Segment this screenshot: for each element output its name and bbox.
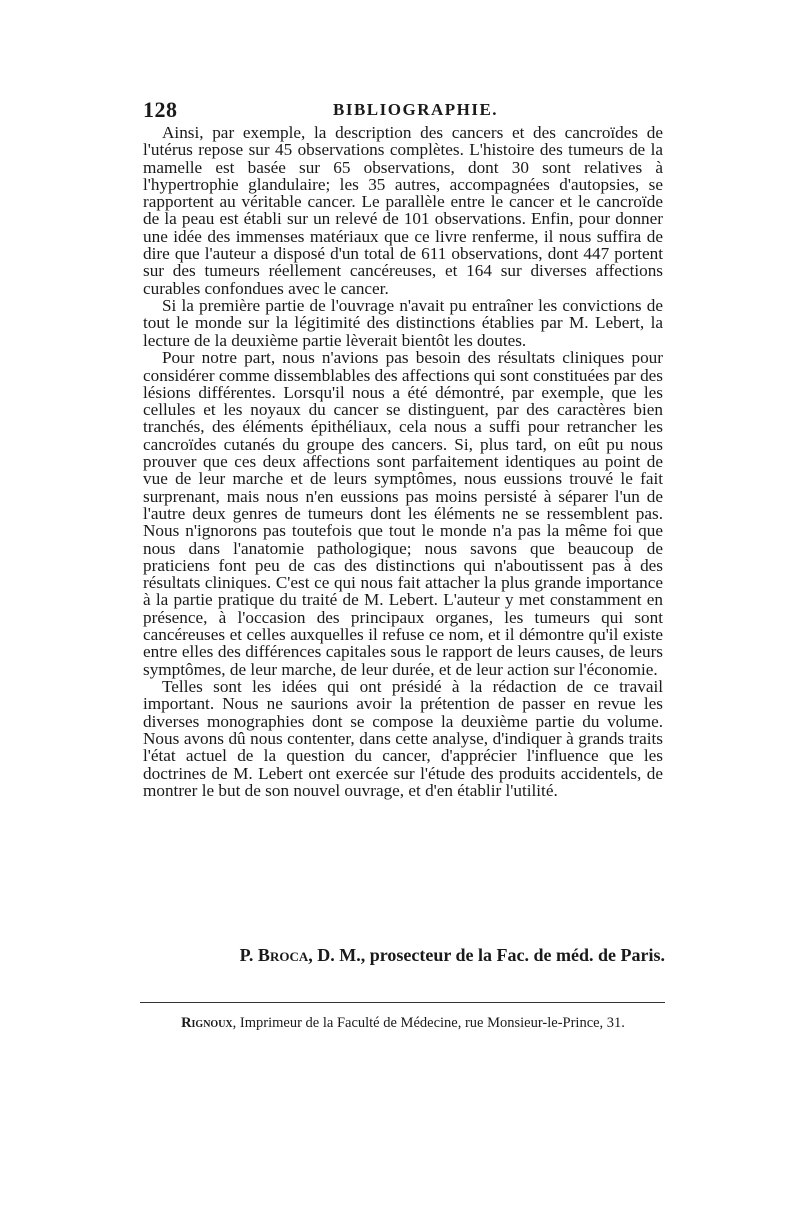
- paragraph-4: Telles sont les idées qui ont présidé à la rédaction de ce travail important. Nous ne saurions avoir la prétention de passer en revue les diverses monographies dont se compose la deuxième partie du volume. Nous avons dû nous contenter, dans cette analyse, d'indiquer à grands traits l'état actuel de la question du cancer, d'apprécier l'influence que les doctrines de M. Lebert ont exercée sur l'étude des produits accidentels, de montrer le but de son nouvel ouvrage, et d'en établir l'utilité.: [143, 677, 663, 800]
- paragraph-2: Si la première partie de l'ouvrage n'avait pu entraîner les convictions de tout le monde sur la légitimité des distinctions établies par M. Lebert, la lecture de la deuxième partie lèverait bientôt les doutes.: [143, 296, 663, 350]
- footer-rule: [140, 1002, 665, 1003]
- paragraph-1: Ainsi, par exemple, la description des cancers et des cancroïdes de l'utérus repose sur 45 observations complètes. L'histoire des tumeurs de la mamelle est basée sur 65 observations, dont 30 sont relatives à l'hypertrophie glandulaire; les 35 autres, accompagnées d'autopsies, se rapportent au véritable cancer. Le parallèle entre le cancer et le cancroïde de la peau est établi sur un relevé de 101 observations. Enfin, pour donner une idée des immenses matériaux que ce livre renferme, il nous suffira de dire que l'auteur a disposé d'un total de 611 observations, dont 447 portent sur des tumeurs réellement cancéreuses, et 164 sur diverses affections curables confondues avec le cancer.: [143, 123, 663, 298]
- running-head: BIBLIOGRAPHIE.: [333, 100, 499, 119]
- page-header: [143, 97, 663, 125]
- printer-name: Rignoux: [181, 1015, 233, 1031]
- body-text: [143, 124, 663, 799]
- printer-address: , Imprimeur de la Faculté de Médecine, rue Monsieur-le-Prince, 31.: [232, 1015, 625, 1031]
- paragraph-3: Pour notre part, nous n'avions pas besoin des résultats cliniques pour considérer comme dissemblables des affections qui sont constituées par des lésions différentes. Lorsqu'il nous a été démontré, par exemple, que les cellules et les noyaux du cancer se distinguent, par des caractères bien tranchés, des éléments épithéliaux, cela nous a suffi pour retrancher les cancroïdes cutanés du groupe des cancers. Si, plus tard, on eût pu nous prouver que ces deux affections sont parfaitement identiques au point de vue de leur marche et de leurs symptômes, nous eussions trouvé le fait surprenant, mais nous n'en eussions pas moins persisté à séparer l'un de l'autre deux genres de tumeurs dont les éléments ne se ressemblent pas. Nous n'ignorons pas toutefois que tout le monde n'a pas la même foi que nous dans l'anatomie pathologique; nous savons que beaucoup de praticiens font peu de cas des distinctions qui n'aboutissent pas à des résultats cliniques. C'est ce qui nous fait attacher la plus grande importance à la partie pratique du traité de M. Lebert. L'auteur y met constamment en présence, à l'occasion des principaux organes, les tumeurs qui sont cancéreuses et celles auxquelles il refuse ce nom, et il démontre qu'il existe entre elles des différences capitales sous le rapport de leurs causes, de leurs symptômes, de leur marche, de leur durée, et de leur action sur l'économie.: [143, 348, 663, 679]
- page-number: 128: [143, 97, 178, 122]
- author-name: P. Broca: [239, 945, 309, 965]
- author-credentials: , D. M., prosecteur de la Fac. de méd. de Paris.: [308, 945, 665, 965]
- printer-imprint: [143, 1014, 663, 1032]
- author-signature: [220, 944, 665, 966]
